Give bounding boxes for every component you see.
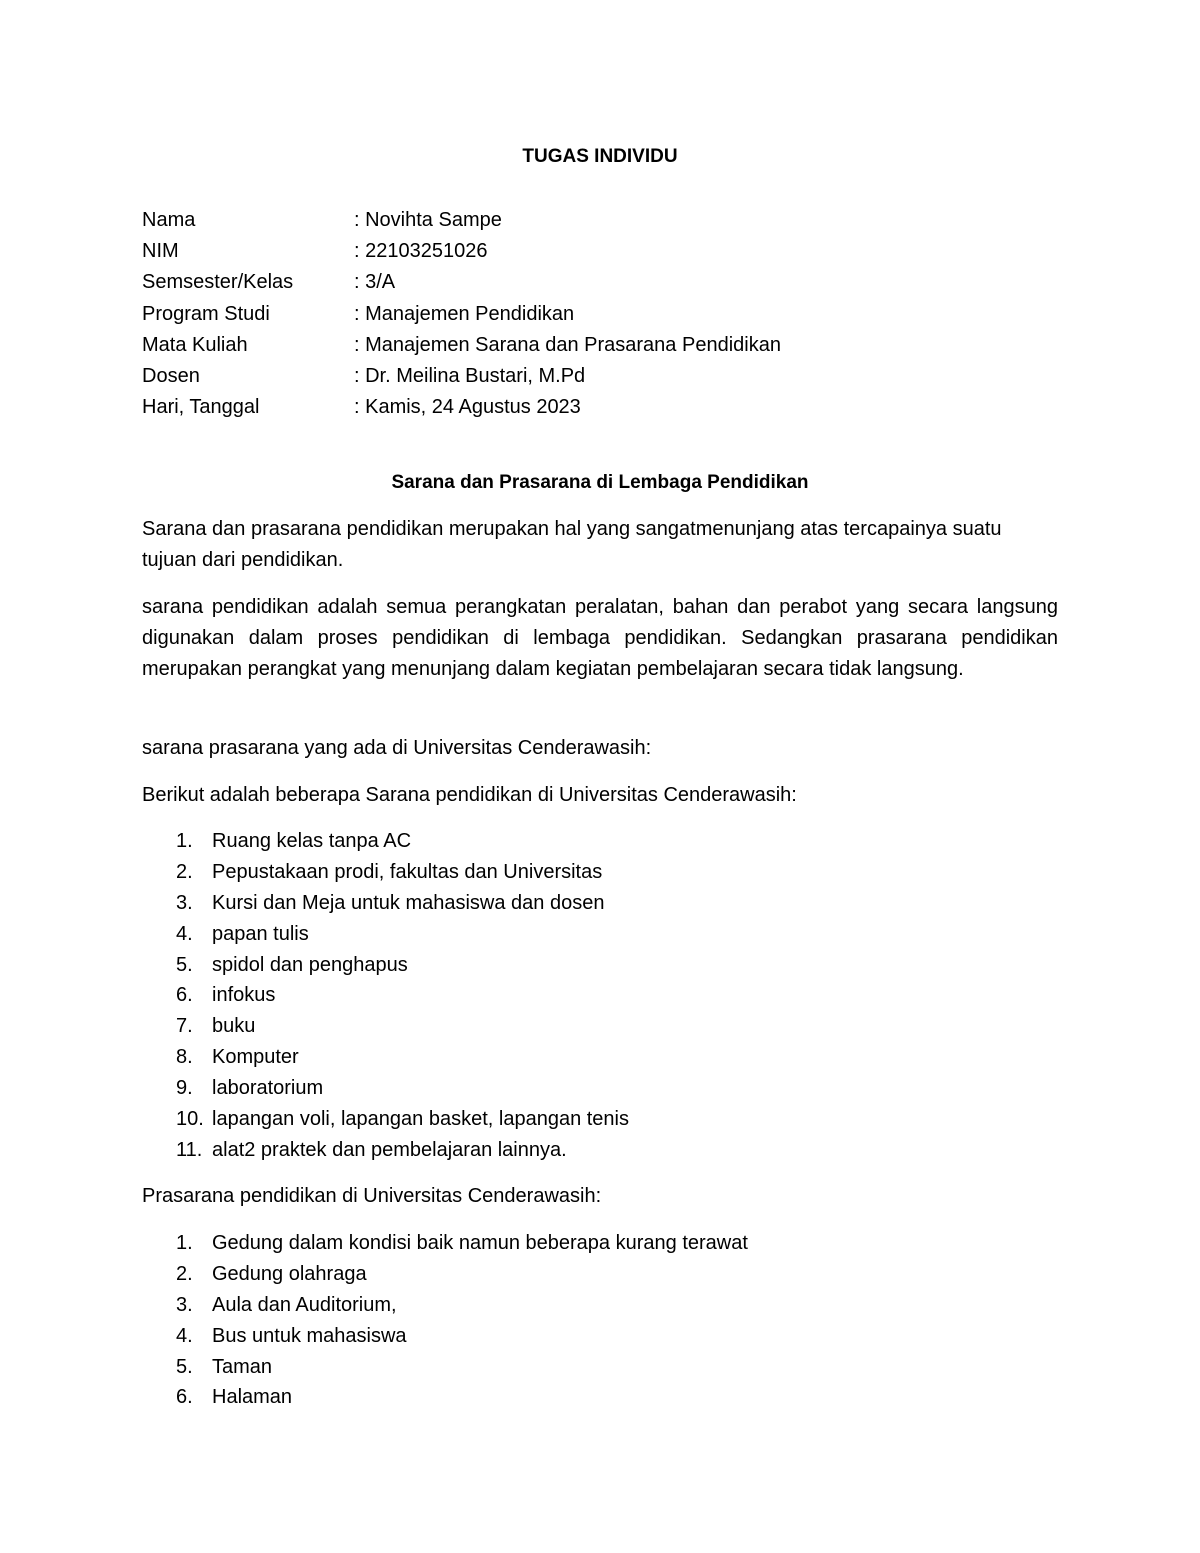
list-item-text: alat2 praktek dan pembelajaran lainnya. [212,1138,567,1161]
list-number: 2. [176,1262,193,1285]
document-title: TUGAS INDIVIDU [522,146,678,167]
prasarana-list [142,1228,1058,1413]
list-item [142,1290,1058,1321]
sarana-list [142,826,1058,1166]
list-item [142,1352,1058,1383]
info-row-hari-tanggal [142,392,1058,423]
info-row-dosen [142,361,1058,392]
list-item-text: Kursi dan Meja untuk mahasiswa dan dosen [212,891,605,914]
info-row-program-studi [142,299,1058,330]
info-label: NIM [142,240,179,263]
list-number: 3. [176,891,193,914]
list-number: 3. [176,1293,193,1316]
list-item-text: Taman [212,1355,273,1378]
list-item [142,1135,1058,1166]
list-item [142,1104,1058,1135]
list-number: 4. [176,922,193,945]
info-value: : Manajemen Sarana dan Prasarana Pendidikan [354,333,781,356]
list-item-text: buku [212,1015,256,1038]
list-item [142,1382,1058,1413]
list-number: 5. [176,1355,193,1378]
student-info-table [142,205,1058,423]
list-number: 6. [176,1386,193,1409]
info-label: Hari, Tanggal [142,396,260,419]
list-number: 1. [176,829,193,852]
section-title: Sarana dan Prasarana di Lembaga Pendidikan [391,472,809,493]
list-item [142,1042,1058,1073]
info-row-semester-kelas [142,267,1058,298]
list-item [142,980,1058,1011]
info-label: Mata Kuliah [142,333,248,356]
info-label: Semsester/Kelas [142,271,294,294]
list-item [142,950,1058,981]
paragraph-sarana-list-intro: Berikut adalah beberapa Sarana pendidikan di Universitas Cenderawasih: [142,784,797,806]
list-item [142,857,1058,888]
list-item [142,919,1058,950]
list-item-text: Pepustakaan prodi, fakultas dan Universitas [212,860,603,883]
paragraph-definition: sarana pendidikan adalah semua perangkatan peralatan, bahan dan perabot yang secara langsung digunakan dalam proses pendidikan di lembaga pendidikan. Sedangkan prasarana pendidikan merupakan perangkat yang menunjang dalam kegiatan pembelajaran secara tidak langsung. [142,596,1058,681]
list-number: 7. [176,1015,193,1038]
info-label: Program Studi [142,302,270,325]
list-number: 11. [176,1138,203,1161]
list-number: 9. [176,1077,193,1100]
info-value: : 3/A [354,271,396,294]
info-value: : Kamis, 24 Agustus 2023 [354,396,581,419]
info-row-mata-kuliah [142,330,1058,361]
list-item [142,888,1058,919]
list-item-text: infokus [212,984,276,1007]
paragraph-intro: Sarana dan prasarana pendidikan merupakan hal yang sangatmenunjang atas tercapainya suatu tujuan dari pendidikan. [142,518,1002,572]
list-number: 2. [176,860,193,883]
list-item [142,1011,1058,1042]
list-item [142,1321,1058,1352]
list-item-text: laboratorium [212,1077,324,1100]
list-number: 10. [176,1107,204,1130]
list-item [142,1259,1058,1290]
list-item-text: Gedung olahraga [212,1262,367,1285]
info-value: : Dr. Meilina Bustari, M.Pd [354,365,586,388]
info-row-nama [142,205,1058,236]
list-number: 8. [176,1046,193,1069]
list-number: 5. [176,953,193,976]
list-item-text: Aula dan Auditorium, [212,1293,397,1316]
list-item-text: Halaman [212,1386,293,1409]
paragraph-sarana-prasarana-intro: sarana prasarana yang ada di Universitas Cenderawasih: [142,737,652,759]
list-item [142,1073,1058,1104]
info-value: : Novihta Sampe [354,209,502,232]
info-value: : Manajemen Pendidikan [354,302,575,325]
info-label: Nama [142,209,196,232]
list-number: 1. [176,1231,193,1254]
list-item-text: Ruang kelas tanpa AC [212,829,412,852]
list-item-text: lapangan voli, lapangan basket, lapangan tenis [212,1107,629,1130]
info-value: : 22103251026 [354,240,488,263]
list-number: 4. [176,1324,193,1347]
list-item [142,826,1058,857]
list-item-text: spidol dan penghapus [212,953,408,976]
list-item-text: Gedung dalam kondisi baik namun beberapa kurang terawat [212,1231,748,1254]
list-number: 6. [176,984,193,1007]
info-label: Dosen [142,365,200,388]
info-row-nim [142,236,1058,267]
list-item-text: papan tulis [212,922,309,945]
list-item-text: Komputer [212,1046,299,1069]
paragraph-prasarana-list-intro: Prasarana pendidikan di Universitas Cenderawasih: [142,1185,602,1207]
list-item [142,1228,1058,1259]
list-item-text: Bus untuk mahasiswa [212,1324,407,1347]
